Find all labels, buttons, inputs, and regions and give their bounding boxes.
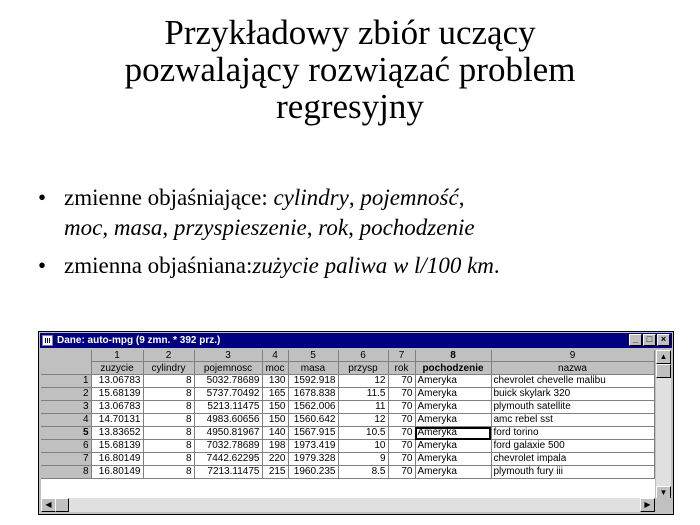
- table-cell[interactable]: 8: [143, 414, 194, 427]
- table-cell[interactable]: chevrolet chevelle malibu: [491, 375, 654, 388]
- table-cell[interactable]: 198: [262, 440, 288, 453]
- table-cell[interactable]: 1562.006: [288, 401, 338, 414]
- table-cell[interactable]: ford torino: [491, 427, 654, 440]
- row-header[interactable]: 1: [41, 375, 91, 388]
- maximize-button[interactable]: □: [643, 334, 656, 346]
- table-row: [41, 440, 654, 453]
- table-cell[interactable]: 12: [338, 414, 388, 427]
- table-row: [41, 466, 654, 479]
- slide-title-line-1: Przykładowy zbiór uczący: [164, 13, 536, 52]
- table-cell[interactable]: 8: [143, 453, 194, 466]
- table-cell[interactable]: 70: [388, 388, 415, 401]
- table-cell[interactable]: 220: [262, 453, 288, 466]
- table-cell[interactable]: 8: [143, 388, 194, 401]
- column-header-num[interactable]: 3: [194, 350, 262, 362]
- column-header-pojemnosc[interactable]: pojemnosc: [194, 362, 262, 375]
- column-header-num[interactable]: 7: [388, 350, 415, 362]
- table-cell[interactable]: 7442.62295: [194, 453, 262, 466]
- table-cell[interactable]: 1960.235: [288, 466, 338, 479]
- table-cell[interactable]: 1567.915: [288, 427, 338, 440]
- table-cell[interactable]: Ameryka: [415, 427, 491, 440]
- table-cell[interactable]: 16.80149: [91, 453, 143, 466]
- table-cell[interactable]: 13.06783: [91, 375, 143, 388]
- table-cell[interactable]: Ameryka: [415, 453, 491, 466]
- table-cell[interactable]: plymouth satellite: [491, 401, 654, 414]
- bullet-dot-icon: •: [38, 185, 47, 210]
- table-cell[interactable]: 11: [338, 401, 388, 414]
- table-cell[interactable]: 10: [338, 440, 388, 453]
- table-cell[interactable]: 70: [388, 466, 415, 479]
- var-cylindry: cylindry: [273, 185, 349, 210]
- data-table: [41, 350, 655, 479]
- table-cell[interactable]: 8: [143, 440, 194, 453]
- table-cell[interactable]: 8: [143, 401, 194, 414]
- table-cell[interactable]: 1592.918: [288, 375, 338, 388]
- column-header-num[interactable]: 1: [91, 350, 143, 362]
- table-cell[interactable]: 5737.70492: [194, 388, 262, 401]
- table-cell[interactable]: 14.70131: [91, 414, 143, 427]
- slide-title-line-2: pozwalający rozwiązać problem: [124, 50, 576, 89]
- column-number-row: [41, 350, 654, 362]
- table-cell[interactable]: 11.5: [338, 388, 388, 401]
- table-cell[interactable]: Ameryka: [415, 401, 491, 414]
- column-header-num[interactable]: 8: [415, 350, 491, 362]
- var-masa: masa: [113, 215, 163, 240]
- table-cell[interactable]: 10.5: [338, 427, 388, 440]
- var-zuzycie-paliwa: zużycie paliwa w l/100 km: [252, 253, 494, 278]
- column-header-num[interactable]: 4: [262, 350, 288, 362]
- column-header-rok[interactable]: rok: [388, 362, 415, 375]
- table-cell[interactable]: Ameryka: [415, 388, 491, 401]
- table-row: [41, 427, 654, 440]
- table-cell[interactable]: 1973.419: [288, 440, 338, 453]
- bullet-dependent-variable: [38, 251, 678, 281]
- row-header[interactable]: 2: [41, 388, 91, 401]
- var-moc: moc: [64, 215, 103, 240]
- table-cell[interactable]: 15.68139: [91, 440, 143, 453]
- minimize-button[interactable]: _: [629, 334, 642, 346]
- table-cell[interactable]: 70: [388, 427, 415, 440]
- table-cell[interactable]: buick skylark 320: [491, 388, 654, 401]
- table-cell[interactable]: 215: [262, 466, 288, 479]
- table-row: [41, 375, 654, 388]
- table-cell[interactable]: 7213.11475: [194, 466, 262, 479]
- row-header[interactable]: 6: [41, 440, 91, 453]
- horizontal-scrollbar[interactable]: [41, 498, 655, 512]
- close-button[interactable]: ×: [657, 334, 670, 346]
- bullet-dot-icon: •: [38, 253, 47, 278]
- table-cell[interactable]: 8: [143, 466, 194, 479]
- column-header-przysp[interactable]: przysp: [338, 362, 388, 375]
- table-cell[interactable]: 8.5: [338, 466, 388, 479]
- table-cell[interactable]: 130: [262, 375, 288, 388]
- table-cell[interactable]: plymouth fury iii: [491, 466, 654, 479]
- table-cell[interactable]: ford galaxie 500: [491, 440, 654, 453]
- table-row: [41, 453, 654, 466]
- var-rok: rok: [318, 215, 349, 240]
- table-cell[interactable]: amc rebel sst: [491, 414, 654, 427]
- spreadsheet-icon[interactable]: [42, 335, 53, 346]
- row-header[interactable]: 4: [41, 414, 91, 427]
- column-header-num[interactable]: 6: [338, 350, 388, 362]
- column-header-num[interactable]: 2: [143, 350, 194, 362]
- table-cell[interactable]: 140: [262, 427, 288, 440]
- table-cell[interactable]: 13.83652: [91, 427, 143, 440]
- table-cell[interactable]: 70: [388, 401, 415, 414]
- table-cell[interactable]: 150: [262, 414, 288, 427]
- table-cell[interactable]: 13.06783: [91, 401, 143, 414]
- column-header-moc[interactable]: moc: [262, 362, 288, 375]
- table-cell[interactable]: Ameryka: [415, 466, 491, 479]
- row-header[interactable]: 7: [41, 453, 91, 466]
- row-header[interactable]: 5: [41, 427, 91, 440]
- table-cell[interactable]: 15.68139: [91, 388, 143, 401]
- table-row: [41, 401, 654, 414]
- table-body: [41, 375, 654, 479]
- horizontal-scroll-thumb[interactable]: [55, 498, 69, 512]
- table-cell[interactable]: 70: [388, 440, 415, 453]
- table-cell[interactable]: 12: [338, 375, 388, 388]
- bullet-2-suffix: .: [493, 253, 500, 278]
- table-cell[interactable]: chevrolet impala: [491, 453, 654, 466]
- table-cell[interactable]: 70: [388, 453, 415, 466]
- table-cell[interactable]: 5213.11475: [194, 401, 262, 414]
- column-header-num[interactable]: 5: [288, 350, 338, 362]
- table-cell[interactable]: 4950.81967: [194, 427, 262, 440]
- scroll-left-icon[interactable]: ◀: [41, 498, 56, 512]
- column-header-num[interactable]: 9: [491, 350, 654, 362]
- vertical-scrollbar[interactable]: [656, 350, 671, 500]
- scroll-up-icon[interactable]: ▲: [656, 350, 671, 364]
- column-header-zuzycie[interactable]: zuzycie: [91, 362, 143, 375]
- table-cell[interactable]: 8: [143, 375, 194, 388]
- table-cell[interactable]: 1979.328: [288, 453, 338, 466]
- bullet-2-prefix: zmienna objaśniana:: [64, 253, 253, 278]
- column-header-cylindry[interactable]: cylindry: [143, 362, 194, 375]
- slide-title: [0, 14, 700, 125]
- data-window: [38, 331, 674, 515]
- table-cell[interactable]: 165: [262, 388, 288, 401]
- table-row: [41, 388, 654, 401]
- scroll-right-icon[interactable]: ▶: [640, 498, 655, 512]
- bullet-list: [38, 183, 678, 289]
- table-cell[interactable]: Ameryka: [415, 375, 491, 388]
- table-cell[interactable]: 7032.78689: [194, 440, 262, 453]
- table-cell[interactable]: 4983.60656: [194, 414, 262, 427]
- row-header[interactable]: 3: [41, 401, 91, 414]
- table-cell[interactable]: 70: [388, 375, 415, 388]
- data-grid[interactable]: [41, 350, 655, 500]
- corner-header[interactable]: [41, 350, 91, 375]
- table-cell[interactable]: 9: [338, 453, 388, 466]
- slide-title-line-3: regresyjny: [276, 87, 424, 126]
- scroll-down-icon[interactable]: ▼: [656, 486, 671, 500]
- bullet-1-prefix: zmienne objaśniające:: [64, 185, 274, 210]
- table-row: [41, 414, 654, 427]
- column-header-masa[interactable]: masa: [288, 362, 338, 375]
- table-cell[interactable]: 1560.642: [288, 414, 338, 427]
- var-przyspieszenie: przyspieszenie: [173, 215, 307, 240]
- row-header[interactable]: 8: [41, 466, 91, 479]
- bullet-explanatory-variables: • zmienne objaśniające: cylindry, pojemność, moc, masa, przyspieszenie, rok, pochodzenie: [38, 185, 475, 240]
- table-cell[interactable]: 8: [143, 427, 194, 440]
- table-cell[interactable]: Ameryka: [415, 440, 491, 453]
- table-cell[interactable]: 150: [262, 401, 288, 414]
- var-pochodzenie: pochodzenie: [359, 215, 475, 240]
- table-cell[interactable]: 16.80149: [91, 466, 143, 479]
- var-pojemnosc: pojemność: [360, 185, 459, 210]
- table-cell[interactable]: 1678.838: [288, 388, 338, 401]
- column-name-row: [41, 362, 654, 375]
- table-cell[interactable]: 5032.78689: [194, 375, 262, 388]
- column-header-pochodzenie[interactable]: pochodzenie: [415, 362, 491, 375]
- table-cell[interactable]: Ameryka: [415, 414, 491, 427]
- vertical-scroll-thumb[interactable]: [656, 364, 671, 378]
- table-cell[interactable]: 70: [388, 414, 415, 427]
- window-title: Dane: auto-mpg (9 zmn. * 392 prz.): [57, 335, 221, 346]
- window-titlebar[interactable]: [40, 333, 672, 348]
- resize-grip-icon[interactable]: [656, 498, 671, 512]
- column-header-nazwa[interactable]: nazwa: [491, 362, 654, 375]
